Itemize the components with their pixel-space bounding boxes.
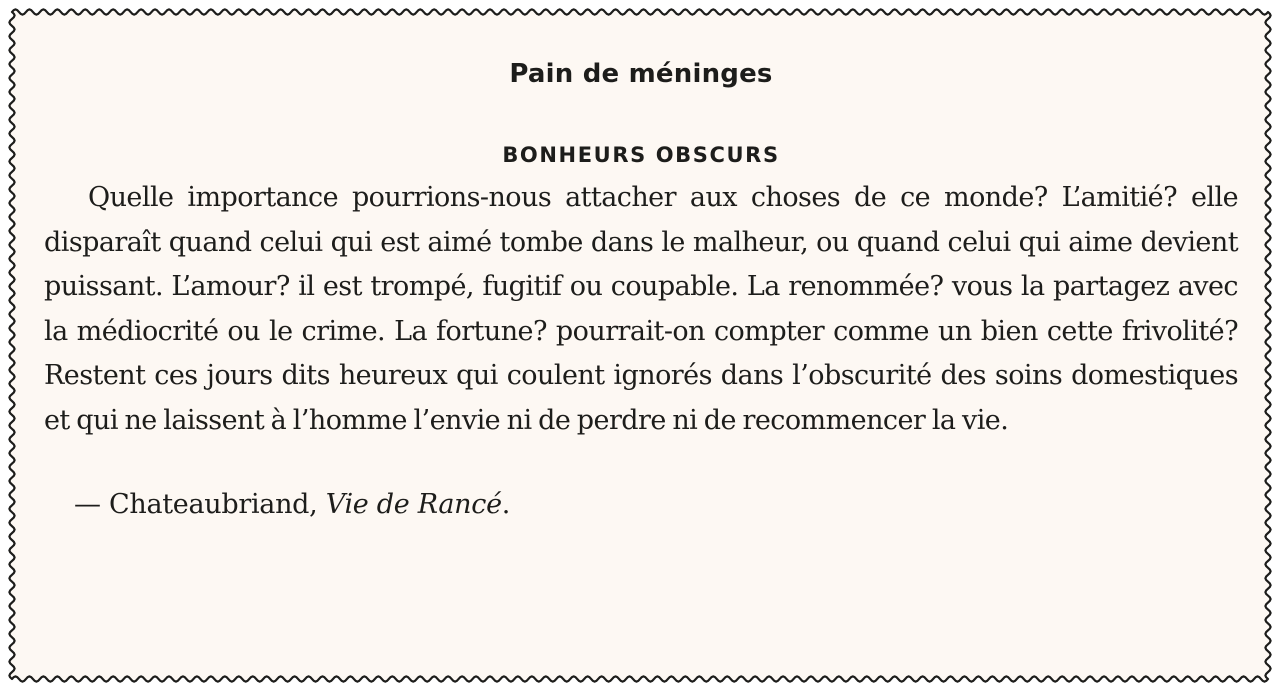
attribution-dash: — bbox=[74, 489, 101, 520]
attribution-author: Chateaubriand, bbox=[109, 489, 318, 520]
section-heading: BONHEURS OBSCURS bbox=[502, 143, 780, 167]
attribution-work: Vie de Rancé bbox=[325, 489, 502, 520]
quote-passage: Quelle importance pourrions-nous attacher aux choses de ce monde? L’amitié? elle disparaît quand celui qui est aimé tombe dans le malheur, ou quand celui qui aime devient puissant. L’amour? il est trompé, fugitif ou coupable. La renommée? vous la partagez avec la médiocrité ou le crime. La fortune? pourrait-on compter comme un bien cette frivolité? Restent ces jours dits heureux qui coulent ignorés dans l’obscurité des soins domestiques et qui ne laissent à l’homme l’envie ni de perdre ni de recommencer la vie. bbox=[44, 182, 1238, 436]
attribution-end: . bbox=[501, 489, 511, 520]
attribution bbox=[44, 483, 1238, 527]
quote-content bbox=[44, 48, 1238, 527]
box-title: Pain de méninges bbox=[509, 59, 773, 89]
